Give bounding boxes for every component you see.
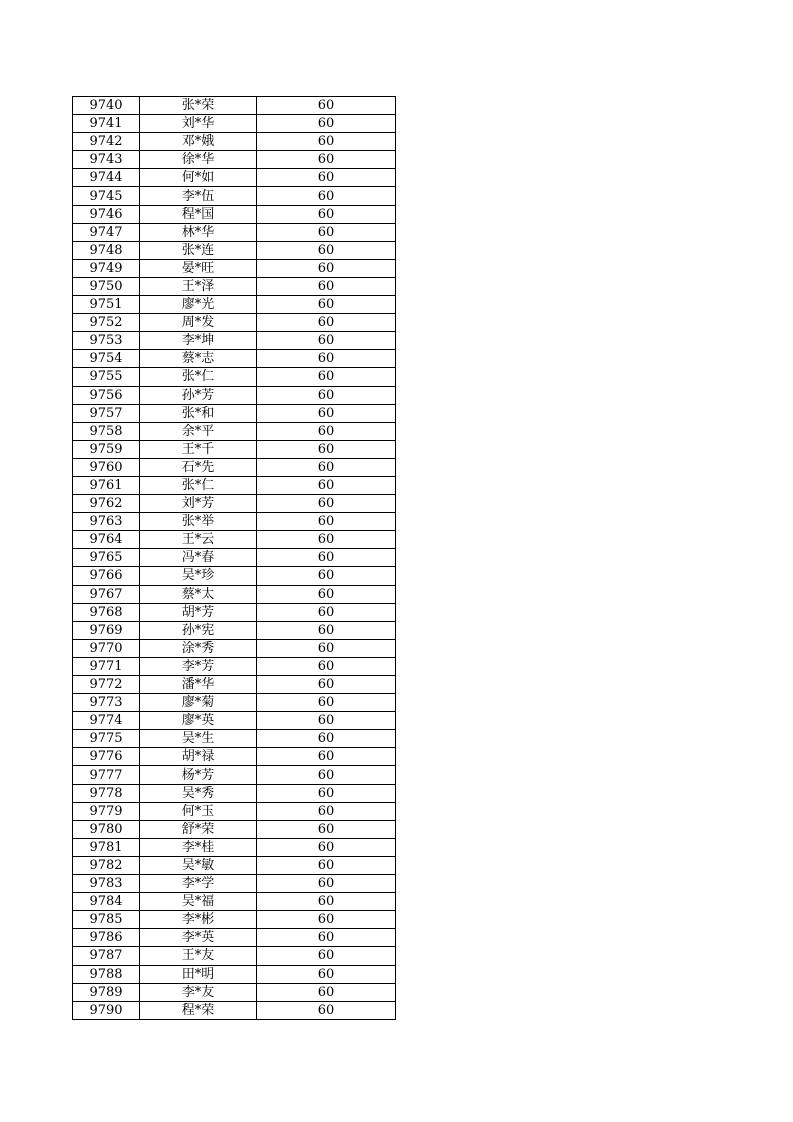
score-cell: 60 xyxy=(257,965,396,983)
score-cell: 60 xyxy=(257,911,396,929)
name-cell: 李*坤 xyxy=(140,332,257,350)
table-row xyxy=(73,947,396,965)
row-id-cell: 9762 xyxy=(73,495,140,513)
score-cell: 60 xyxy=(257,621,396,639)
row-id-cell: 9746 xyxy=(73,205,140,223)
name-cell: 田*明 xyxy=(140,965,257,983)
score-cell: 60 xyxy=(257,676,396,694)
row-id-cell: 9766 xyxy=(73,567,140,585)
row-id-cell: 9772 xyxy=(73,676,140,694)
name-cell: 王*友 xyxy=(140,947,257,965)
name-cell: 李*友 xyxy=(140,983,257,1001)
name-cell: 涂*秀 xyxy=(140,639,257,657)
table-row xyxy=(73,838,396,856)
row-id-cell: 9748 xyxy=(73,241,140,259)
name-cell: 王*云 xyxy=(140,531,257,549)
row-id-cell: 9747 xyxy=(73,223,140,241)
row-id-cell: 9765 xyxy=(73,549,140,567)
row-id-cell: 9786 xyxy=(73,929,140,947)
table-row xyxy=(73,603,396,621)
score-cell: 60 xyxy=(257,296,396,314)
row-id-cell: 9775 xyxy=(73,730,140,748)
table-row xyxy=(73,1001,396,1019)
name-cell: 张*仁 xyxy=(140,368,257,386)
name-cell: 张*举 xyxy=(140,513,257,531)
row-id-cell: 9751 xyxy=(73,296,140,314)
score-cell: 60 xyxy=(257,422,396,440)
table-row xyxy=(73,929,396,947)
table-row xyxy=(73,205,396,223)
score-cell: 60 xyxy=(257,802,396,820)
name-cell: 冯*春 xyxy=(140,549,257,567)
score-cell: 60 xyxy=(257,241,396,259)
score-cell: 60 xyxy=(257,205,396,223)
score-cell: 60 xyxy=(257,151,396,169)
table-row xyxy=(73,639,396,657)
row-id-cell: 9752 xyxy=(73,314,140,332)
row-id-cell: 9769 xyxy=(73,621,140,639)
row-id-cell: 9778 xyxy=(73,784,140,802)
score-cell: 60 xyxy=(257,549,396,567)
score-cell: 60 xyxy=(257,929,396,947)
score-cell: 60 xyxy=(257,223,396,241)
table-row xyxy=(73,531,396,549)
name-cell: 张*荣 xyxy=(140,97,257,115)
score-cell: 60 xyxy=(257,639,396,657)
name-cell: 刘*芳 xyxy=(140,495,257,513)
name-cell: 晏*旺 xyxy=(140,259,257,277)
name-cell: 吴*珍 xyxy=(140,567,257,585)
row-id-cell: 9783 xyxy=(73,875,140,893)
table-row xyxy=(73,983,396,1001)
name-cell: 吴*秀 xyxy=(140,784,257,802)
row-id-cell: 9779 xyxy=(73,802,140,820)
table-row xyxy=(73,350,396,368)
table-row xyxy=(73,676,396,694)
score-cell: 60 xyxy=(257,856,396,874)
row-id-cell: 9753 xyxy=(73,332,140,350)
score-cell: 60 xyxy=(257,332,396,350)
name-cell: 李*伍 xyxy=(140,187,257,205)
table-row xyxy=(73,567,396,585)
score-cell: 60 xyxy=(257,567,396,585)
table-row xyxy=(73,332,396,350)
score-cell: 60 xyxy=(257,476,396,494)
row-id-cell: 9763 xyxy=(73,513,140,531)
table-row xyxy=(73,730,396,748)
data-table xyxy=(72,96,396,1020)
table-row xyxy=(73,893,396,911)
row-id-cell: 9756 xyxy=(73,386,140,404)
table-row xyxy=(73,712,396,730)
table-row xyxy=(73,549,396,567)
score-cell: 60 xyxy=(257,368,396,386)
name-cell: 何*玉 xyxy=(140,802,257,820)
row-id-cell: 9776 xyxy=(73,748,140,766)
table-row xyxy=(73,495,396,513)
score-cell: 60 xyxy=(257,730,396,748)
name-cell: 蔡*志 xyxy=(140,350,257,368)
table-row xyxy=(73,748,396,766)
score-cell: 60 xyxy=(257,440,396,458)
table-row xyxy=(73,784,396,802)
name-cell: 胡*禄 xyxy=(140,748,257,766)
score-cell: 60 xyxy=(257,458,396,476)
row-id-cell: 9790 xyxy=(73,1001,140,1019)
row-id-cell: 9781 xyxy=(73,838,140,856)
table-row xyxy=(73,404,396,422)
table-row xyxy=(73,766,396,784)
score-cell: 60 xyxy=(257,531,396,549)
name-cell: 王*千 xyxy=(140,440,257,458)
row-id-cell: 9774 xyxy=(73,712,140,730)
row-id-cell: 9755 xyxy=(73,368,140,386)
row-id-cell: 9759 xyxy=(73,440,140,458)
row-id-cell: 9785 xyxy=(73,911,140,929)
name-cell: 蔡*太 xyxy=(140,585,257,603)
name-cell: 李*学 xyxy=(140,875,257,893)
table-row xyxy=(73,657,396,675)
score-cell: 60 xyxy=(257,875,396,893)
row-id-cell: 9788 xyxy=(73,965,140,983)
row-id-cell: 9782 xyxy=(73,856,140,874)
row-id-cell: 9754 xyxy=(73,350,140,368)
table-row xyxy=(73,169,396,187)
table-row xyxy=(73,856,396,874)
score-cell: 60 xyxy=(257,893,396,911)
table-row xyxy=(73,911,396,929)
table-row xyxy=(73,151,396,169)
row-id-cell: 9750 xyxy=(73,277,140,295)
table-row xyxy=(73,296,396,314)
score-cell: 60 xyxy=(257,350,396,368)
name-cell: 余*平 xyxy=(140,422,257,440)
name-cell: 吴*敏 xyxy=(140,856,257,874)
row-id-cell: 9777 xyxy=(73,766,140,784)
row-id-cell: 9761 xyxy=(73,476,140,494)
name-cell: 徐*华 xyxy=(140,151,257,169)
score-cell: 60 xyxy=(257,694,396,712)
table-row xyxy=(73,458,396,476)
score-cell: 60 xyxy=(257,784,396,802)
name-cell: 胡*芳 xyxy=(140,603,257,621)
score-cell: 60 xyxy=(257,495,396,513)
row-id-cell: 9784 xyxy=(73,893,140,911)
table-row xyxy=(73,259,396,277)
name-cell: 程*国 xyxy=(140,205,257,223)
row-id-cell: 9787 xyxy=(73,947,140,965)
score-cell: 60 xyxy=(257,133,396,151)
name-cell: 廖*英 xyxy=(140,712,257,730)
table-row xyxy=(73,422,396,440)
score-cell: 60 xyxy=(257,838,396,856)
score-cell: 60 xyxy=(257,748,396,766)
score-cell: 60 xyxy=(257,404,396,422)
name-cell: 张*仁 xyxy=(140,476,257,494)
table-row xyxy=(73,115,396,133)
name-cell: 张*和 xyxy=(140,404,257,422)
row-id-cell: 9745 xyxy=(73,187,140,205)
name-cell: 李*芳 xyxy=(140,657,257,675)
name-cell: 廖*光 xyxy=(140,296,257,314)
table-row xyxy=(73,386,396,404)
name-cell: 潘*华 xyxy=(140,676,257,694)
score-cell: 60 xyxy=(257,585,396,603)
score-cell: 60 xyxy=(257,983,396,1001)
table-row xyxy=(73,241,396,259)
name-cell: 李*英 xyxy=(140,929,257,947)
name-cell: 孙*宪 xyxy=(140,621,257,639)
row-id-cell: 9744 xyxy=(73,169,140,187)
row-id-cell: 9740 xyxy=(73,97,140,115)
score-cell: 60 xyxy=(257,259,396,277)
name-cell: 舒*荣 xyxy=(140,820,257,838)
name-cell: 孙*芳 xyxy=(140,386,257,404)
table-row xyxy=(73,585,396,603)
name-cell: 吴*生 xyxy=(140,730,257,748)
table-row xyxy=(73,187,396,205)
name-cell: 刘*华 xyxy=(140,115,257,133)
row-id-cell: 9743 xyxy=(73,151,140,169)
row-id-cell: 9768 xyxy=(73,603,140,621)
score-cell: 60 xyxy=(257,169,396,187)
name-cell: 李*彬 xyxy=(140,911,257,929)
name-cell: 周*发 xyxy=(140,314,257,332)
table-row xyxy=(73,476,396,494)
table-row xyxy=(73,802,396,820)
table-row xyxy=(73,820,396,838)
name-cell: 杨*芳 xyxy=(140,766,257,784)
table-row xyxy=(73,223,396,241)
score-cell: 60 xyxy=(257,603,396,621)
name-cell: 林*华 xyxy=(140,223,257,241)
table-row xyxy=(73,694,396,712)
row-id-cell: 9742 xyxy=(73,133,140,151)
row-id-cell: 9780 xyxy=(73,820,140,838)
row-id-cell: 9764 xyxy=(73,531,140,549)
name-cell: 吴*福 xyxy=(140,893,257,911)
table-row xyxy=(73,277,396,295)
name-cell: 石*先 xyxy=(140,458,257,476)
name-cell: 何*如 xyxy=(140,169,257,187)
table-row xyxy=(73,314,396,332)
score-cell: 60 xyxy=(257,657,396,675)
score-cell: 60 xyxy=(257,386,396,404)
name-cell: 廖*菊 xyxy=(140,694,257,712)
table-row xyxy=(73,133,396,151)
name-cell: 邓*娥 xyxy=(140,133,257,151)
row-id-cell: 9770 xyxy=(73,639,140,657)
row-id-cell: 9771 xyxy=(73,657,140,675)
score-cell: 60 xyxy=(257,820,396,838)
score-cell: 60 xyxy=(257,187,396,205)
table-row xyxy=(73,875,396,893)
row-id-cell: 9741 xyxy=(73,115,140,133)
table-row xyxy=(73,368,396,386)
table-row xyxy=(73,965,396,983)
row-id-cell: 9760 xyxy=(73,458,140,476)
table-row xyxy=(73,440,396,458)
table-row xyxy=(73,97,396,115)
table-row xyxy=(73,621,396,639)
score-cell: 60 xyxy=(257,712,396,730)
row-id-cell: 9749 xyxy=(73,259,140,277)
row-id-cell: 9758 xyxy=(73,422,140,440)
row-id-cell: 9767 xyxy=(73,585,140,603)
name-cell: 程*荣 xyxy=(140,1001,257,1019)
score-cell: 60 xyxy=(257,766,396,784)
score-cell: 60 xyxy=(257,513,396,531)
score-cell: 60 xyxy=(257,314,396,332)
row-id-cell: 9789 xyxy=(73,983,140,1001)
score-cell: 60 xyxy=(257,947,396,965)
name-cell: 张*连 xyxy=(140,241,257,259)
score-cell: 60 xyxy=(257,1001,396,1019)
row-id-cell: 9773 xyxy=(73,694,140,712)
score-cell: 60 xyxy=(257,277,396,295)
score-cell: 60 xyxy=(257,97,396,115)
table-row xyxy=(73,513,396,531)
score-cell: 60 xyxy=(257,115,396,133)
table-body xyxy=(73,97,396,1020)
row-id-cell: 9757 xyxy=(73,404,140,422)
name-cell: 王*泽 xyxy=(140,277,257,295)
name-cell: 李*桂 xyxy=(140,838,257,856)
